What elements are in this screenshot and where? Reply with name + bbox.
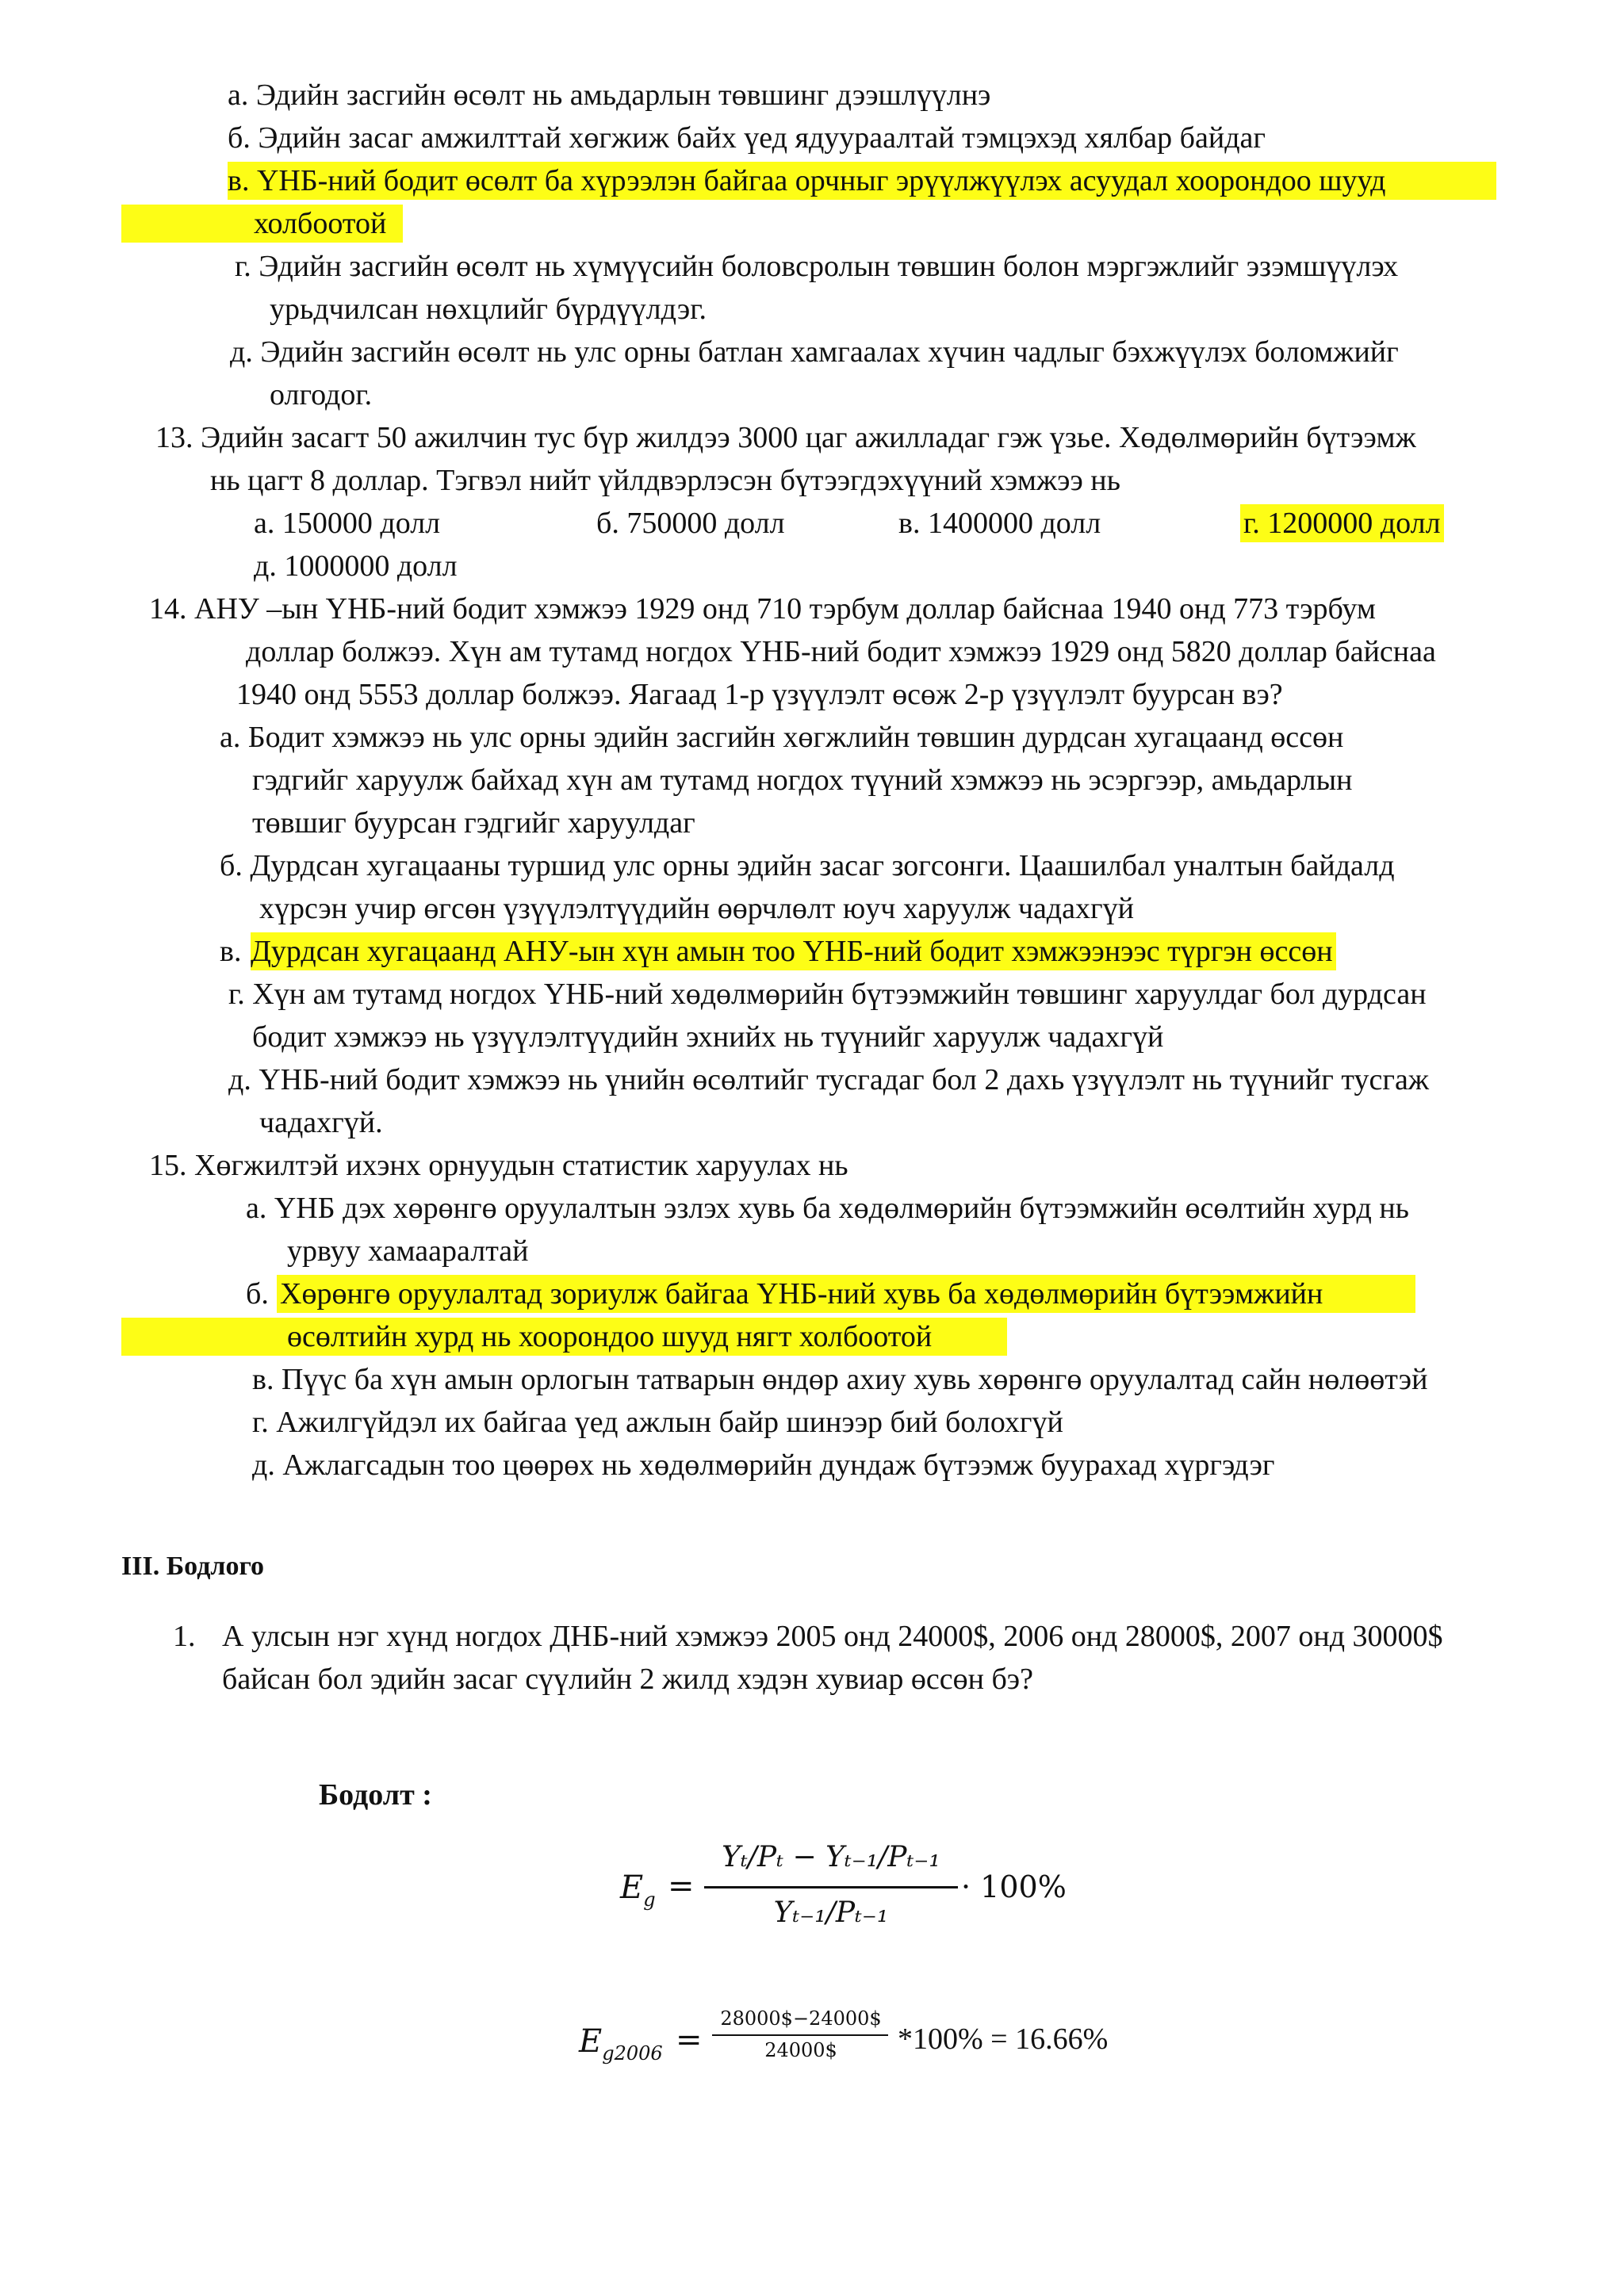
formula1-tail: · 100%: [961, 1869, 1067, 1904]
solution-label: Бодолт :: [319, 1778, 432, 1812]
formula1-fraction-bar: [704, 1886, 958, 1888]
section-heading: III. Бодлого: [121, 1552, 265, 1581]
q14-option-b-line1: б. Дурдсан хугацааны туршид улс орны эдийн засаг зогсонги. Цаашилбал уналтын байдалд: [220, 849, 1395, 882]
q15-option-b-line2: өсөлтийн хурд нь хоорондоо шууд нягт холбоотой: [287, 1320, 933, 1353]
q15-option-a-line2: урвуу хамааралтай: [287, 1234, 529, 1268]
formula1-equals: =: [668, 1868, 695, 1904]
q12-option-d-line2: урьдчилсан нөхцлийг бүрдүүлдэг.: [270, 293, 707, 326]
q14-option-c-answer: Дурдсан хугацаанд АНУ-ын хүн амын тоо ҮНБ-ний бодит хэмжээнээс түргэн өссөн: [251, 932, 1336, 970]
q14-option-e-line1: д. ҮНБ-ний бодит хэмжээ нь үнийн өсөлтийг тусгадаг бол 2 дахь үзүүлэлт нь түүнийг тусгаж: [228, 1063, 1430, 1096]
formula1-lhs: $E_g$: [620, 1869, 656, 1911]
formula2-fraction-bar: [712, 2034, 888, 2036]
formula1-denominator: Yₜ₋₁/Pₜ₋₁: [773, 1896, 889, 1929]
q14-stem-line3: 1940 онд 5553 доллар болжээ. Яагаад 1-р үзүүлэлт өсөж 2-р үзүүлэлт буурсан вэ?: [236, 678, 1283, 711]
problem-1-line2: байсан бол эдийн засаг сүүлийн 2 жилд хэдэн хувиар өссөн бэ?: [222, 1663, 1033, 1696]
q15-stem: 15. Хөгжилтэй ихэнх орнуудын статистик харуулах нь: [149, 1149, 848, 1182]
q15-option-c: в. Пүүс ба хүн амын орлогын татварын өндөр ахиу хувь хөрөнгө оруулалтад сайн нөлөөтэй: [252, 1363, 1428, 1396]
q14-option-b-line2: хүрсэн учир өгсөн үзүүлэлтүүдийн өөрчлөлт юуч харуулж чадахгүй: [259, 892, 1134, 925]
q15-option-b-line1: Хөрөнгө оруулалтад зориулж байгаа ҮНБ-ний хувь ба хөдөлмөрийн бүтээмжийн: [280, 1277, 1323, 1311]
q14-option-a-line1: а. Бодит хэмжээ нь улс орны эдийн засгийн хөгжлийн төвшин дурдсан хугацаанд өссөн: [220, 721, 1344, 754]
q12-option-e-line1: д. Эдийн засгийн өсөлт нь улс орны батлан хамгаалах хүчин чадлыг бэхжүүлэх боломжийг: [230, 335, 1399, 369]
formula2-denominator: 24000$: [764, 2039, 837, 2061]
formula2-tail: *100% = 16.66%: [898, 2022, 1109, 2056]
q13-option-c: в. 1400000 долл: [898, 507, 1101, 540]
q13-option-d-answer: г. 1200000 долл: [1240, 504, 1444, 542]
formula1-numerator: Yₜ/Pₜ − Yₜ₋₁/Pₜ₋₁: [722, 1841, 940, 1873]
q14-option-a-line2: гэдгийг харуулж байхад хүн ам тутамд ногдох түүний хэмжээ нь эсэргээр, амьдарлын: [252, 763, 1353, 797]
problem-1-line1: А улсын нэг хүнд ногдох ДНБ-ний хэмжээ 2005 онд 24000$, 2006 онд 28000$, 2007 онд 30000$: [222, 1620, 1443, 1653]
formula2-equals: =: [676, 2022, 703, 2058]
q14-option-d-line1: г. Хүн ам тутамд ногдох ҮНБ-ний хөдөлмөрийн бүтээмжийн төвшинг харуулдаг бол дурдсан: [228, 978, 1427, 1011]
q13-option-b: б. 750000 долл: [596, 507, 785, 540]
q13-option-e: д. 1000000 долл: [254, 549, 458, 583]
q12-option-a: а. Эдийн засгийн өсөлт нь амьдарлын төвшинг дээшлүүлнэ: [228, 78, 991, 112]
q13-option-a: а. 150000 долл: [254, 507, 441, 540]
q14-option-e-line2: чадахгүй.: [259, 1106, 383, 1139]
q14-stem-line2: доллар болжээ. Хүн ам тутамд ногдох ҮНБ-ний бодит хэмжээ 1929 онд 5820 доллар байснаа: [246, 635, 1436, 668]
q12-option-b: б. Эдийн засаг амжилттай хөгжиж байх үед ядуураалтай тэмцэхэд хялбар байдаг: [228, 121, 1266, 155]
q12-option-e-line2: олгодог.: [270, 378, 373, 411]
q12-option-d-line1: г. Эдийн засгийн өсөлт нь хүмүүсийн боловсролын төвшин болон мэргэжлийг эзэмшүүлэх: [235, 250, 1399, 283]
problem-1-number: 1.: [173, 1620, 196, 1653]
q13-stem-line2: нь цагт 8 доллар. Тэгвэл нийт үйлдвэрлэсэн бүтээгдэхүүний хэмжээ нь: [210, 464, 1120, 497]
q15-option-e: д. Ажлагсадын тоо цөөрөх нь хөдөлмөрийн дундаж бүтээмж буурахад хүргэдэг: [252, 1448, 1275, 1482]
q12-option-c-line2: холбоотой: [254, 207, 387, 240]
q14-stem-line1: 14. АНУ –ын ҮНБ-ний бодит хэмжээ 1929 онд 710 тэрбум доллар байснаа 1940 онд 773 тэрбум: [149, 592, 1376, 626]
q14-option-c-prefix: в.: [220, 935, 242, 968]
formula2-numerator: 28000$−24000$: [720, 2007, 882, 2030]
q15-option-d: г. Ажилгүйдэл их байгаа үед ажлын байр шинээр бий болохгүй: [252, 1406, 1063, 1439]
q12-option-c-line1: в. ҮНБ-ний бодит өсөлт ба хүрээлэн байгаа орчныг эрүүлжүүлэх асуудал хоорондоо шууд: [228, 164, 1386, 197]
q15-option-b-prefix: б.: [246, 1277, 269, 1311]
formula2-lhs: $E_{g2006}$: [579, 2023, 663, 2064]
q14-option-d-line2: бодит хэмжээ нь үзүүлэлтүүдийн эхнийх нь түүнийг харуулж чадахгүй: [252, 1020, 1164, 1054]
q14-option-a-line3: төвшиг буурсан гэдгийг харуулдаг: [252, 806, 695, 840]
q15-option-a-line1: а. ҮНБ дэх хөрөнгө оруулалтын эзлэх хувь ба хөдөлмөрийн бүтээмжийн өсөлтийн хурд нь: [246, 1192, 1409, 1225]
q13-stem-line1: 13. Эдийн засагт 50 ажилчин тус бүр жилдээ 3000 цаг ажилладаг гэж үзье. Хөдөлмөрийн бүтээмж: [155, 421, 1416, 454]
